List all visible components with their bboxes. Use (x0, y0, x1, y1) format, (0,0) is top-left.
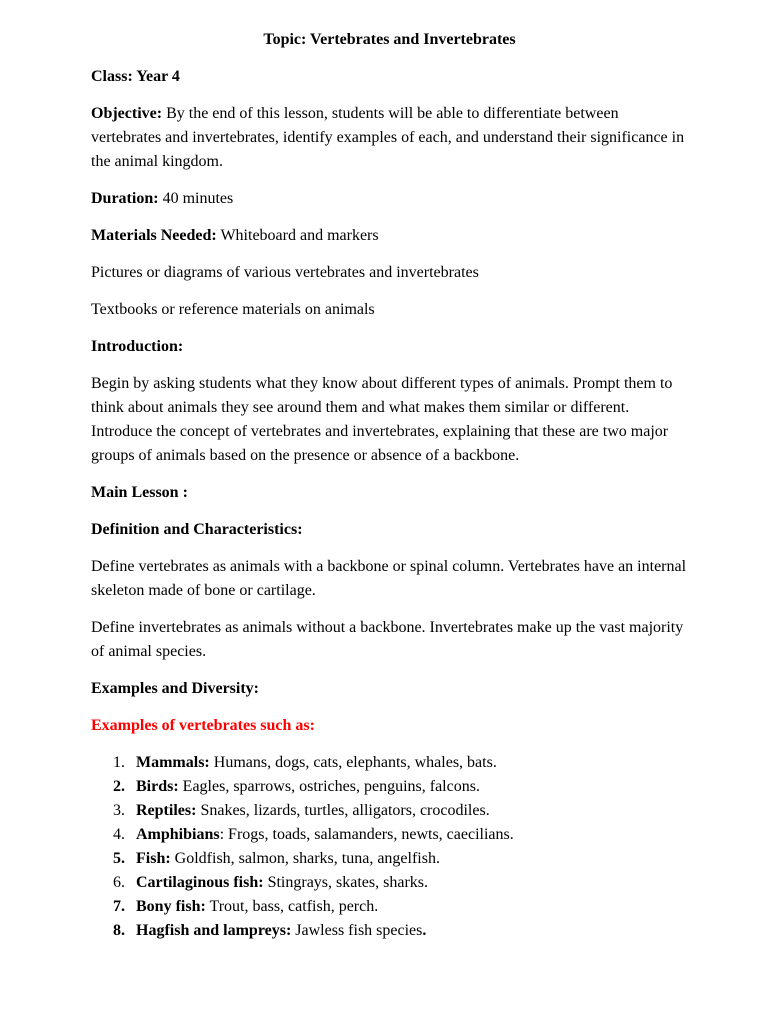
duration-paragraph (91, 187, 688, 211)
list-number: 3. (113, 802, 125, 819)
list-item-text: Humans, dogs, cats, elephants, whales, bats. (209, 754, 497, 771)
list-item-text: Trout, bass, catfish, perch. (205, 898, 379, 915)
list-item-label: Bony fish: (136, 898, 206, 915)
list-item (91, 895, 688, 919)
materials-item: Textbooks or reference materials on animals (91, 301, 375, 318)
list-number: 8. (113, 922, 125, 939)
main-lesson-heading (91, 481, 688, 505)
examples-heading-text: Examples and Diversity: (91, 680, 259, 697)
list-item (91, 823, 688, 847)
list-item-text: Eagles, sparrows, ostriches, penguins, falcons. (178, 778, 480, 795)
materials-label: Materials Needed: (91, 227, 217, 244)
list-number: 7. (113, 898, 125, 915)
list-item (91, 751, 688, 775)
objective-label: Objective: (91, 105, 163, 122)
class-text: Class: Year 4 (91, 68, 180, 85)
list-item-label: Birds: (136, 778, 179, 795)
vertebrate-examples-heading: Examples of vertebrates such as: (91, 717, 315, 734)
list-item-text: Stingrays, skates, sharks. (263, 874, 429, 891)
list-item (91, 775, 688, 799)
list-item-label: Amphibians (136, 826, 220, 843)
page-title: Topic: Vertebrates and Invertebrates (263, 31, 516, 48)
list-item-text: Goldfish, salmon, sharks, tuna, angelfish. (170, 850, 440, 867)
list-item-label: Mammals: (136, 754, 210, 771)
list-item-label: Reptiles: (136, 802, 197, 819)
list-number: 1. (113, 754, 125, 771)
invertebrates-definition: Define invertebrates as animals without a backbone. Invertebrates make up the vast majority of animal species. (91, 619, 684, 660)
list-item-text: : Frogs, toads, salamanders, newts, caecilians. (219, 826, 514, 843)
list-item-tail: . (422, 922, 427, 939)
duration-label: Duration: (91, 190, 159, 207)
objective-paragraph (91, 102, 688, 174)
examples-heading (91, 677, 688, 701)
materials-item: Pictures or diagrams of various vertebrates and invertebrates (91, 264, 479, 281)
list-item (91, 871, 688, 895)
introduction-heading (91, 335, 688, 359)
class-line (91, 65, 688, 89)
introduction-heading-text: Introduction: (91, 338, 184, 355)
list-item (91, 919, 688, 943)
list-number: 5. (113, 850, 125, 867)
list-item-label: Cartilaginous fish: (136, 874, 264, 891)
list-number: 2. (113, 778, 125, 795)
duration-text: 40 minutes (158, 190, 234, 207)
materials-paragraph (91, 224, 688, 248)
main-lesson-heading-text: Main Lesson : (91, 484, 188, 501)
list-item (91, 799, 688, 823)
vertebrates-definition: Define vertebrates as animals with a backbone or spinal column. Vertebrates have an internal skeleton made of bone or cartilage. (91, 558, 687, 599)
introduction-paragraph: Begin by asking students what they know about different types of animals. Prompt them to think about animals they see around them and what makes them similar or different. Introduce the concept of vertebrates and invertebrates, explaining that these are two major groups of animals based on the presence or absence of a backbone. (91, 375, 673, 464)
list-item-label: Hagfish and lampreys: (136, 922, 292, 939)
objective-text: By the end of this lesson, students will be able to differentiate between vertebrates and invertebrates, identify examples of each, and understand their significance in the animal kingdom. (91, 105, 685, 170)
list-item-label: Fish: (136, 850, 171, 867)
list-item-text: Jawless fish species (291, 922, 423, 939)
list-number: 6. (113, 874, 125, 891)
materials-text: Whiteboard and markers (216, 227, 379, 244)
list-item (91, 847, 688, 871)
list-item-text: Snakes, lizards, turtles, alligators, crocodiles. (196, 802, 490, 819)
vertebrate-examples-list (91, 751, 688, 943)
list-number: 4. (113, 826, 125, 843)
definition-heading (91, 518, 688, 542)
definition-heading-text: Definition and Characteristics: (91, 521, 303, 538)
